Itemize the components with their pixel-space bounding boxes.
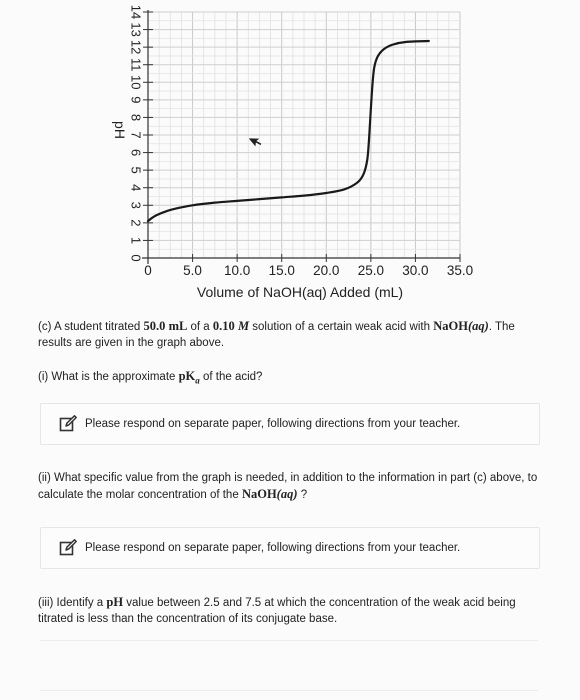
y-tick-label: 7 [128,131,144,139]
response-instruction: Please respond on separate paper, following directions from your teacher. [85,418,461,430]
q3-suffix: value between 2.5 and 7.5 at which the concentration of the weak acid being titrated is less than the concentration of its conjugate base. [38,597,516,625]
axes [142,10,460,264]
answer-divider [40,690,538,691]
x-tick-label: 20.0 [313,263,340,278]
pka-symbol: pK [178,369,196,383]
x-tick-labels [144,263,473,278]
response-box-i[interactable] [40,403,540,445]
y-tick-labels [129,5,144,262]
titration-chart [0,0,580,305]
part-c-mid1: of a [187,321,213,333]
ph-symbol: pH [106,595,124,609]
q2-prefix: (ii) What specific value from the graph is needed, in addition to the information in part (c) above, to calculate the molar concentration of the [38,472,538,501]
y-tick-label: 6 [128,148,144,157]
question-i [38,368,548,388]
part-c-prompt [38,318,548,351]
y-tick-label: 0 [128,254,144,262]
q2-suffix: ? [297,489,308,501]
volume-unit: mL [168,319,188,333]
y-tick-label: 11 [128,57,144,72]
x-tick-label: 35.0 [446,263,474,278]
part-c-prefix: (c) A student titrated [38,321,144,333]
y-tick-label: 3 [128,201,144,209]
grid [148,12,460,258]
y-tick-label: 12 [128,39,144,55]
y-tick-label: 8 [128,113,144,122]
concentration-unit: M [237,319,250,333]
x-tick-label: 30.0 [402,263,429,278]
x-tick-label: 25.0 [357,263,384,278]
question-iii [38,594,548,627]
pka-subscript: a [195,375,200,386]
x-tick-label: 10.0 [224,263,251,278]
y-tick-label: 1 [128,236,144,245]
naoh-phase: (aq) [467,319,489,333]
x-tick-label: 5.0 [183,263,202,278]
y-tick-label: 14 [128,4,144,20]
concentration-value: 0.10 [212,319,235,333]
question-ii [38,470,548,503]
part-c-end: . The results are given in the graph above. [38,321,515,349]
answer-divider [40,640,538,641]
q3-prefix: (iii) Identify a [38,597,107,609]
y-tick-label: 10 [128,75,144,90]
x-axis-label: Volume of NaOH(aq) Added (mL) [196,284,404,300]
q2-naoh-formula: NaOH [241,487,277,501]
q1-prefix: (i) What is the approximate [38,371,179,383]
edit-pencil-icon [59,539,77,557]
edit-pencil-icon [59,415,77,433]
q1-suffix: of the acid? [199,371,263,383]
x-tick-label: 0 [144,263,152,278]
response-box-ii[interactable] [40,527,540,569]
part-c-mid2: solution of a certain weak acid with [249,321,434,333]
y-tick-label: 13 [128,22,144,37]
y-tick-label: 5 [128,166,144,174]
y-tick-label: 4 [128,184,144,192]
series-layer [148,41,429,221]
titration-curve [148,41,429,221]
y-tick-label: 9 [128,96,144,104]
x-tick-label: 15.0 [268,263,295,278]
titration-chart-area [0,0,580,305]
q2-naoh-phase: (aq) [276,487,298,501]
y-tick-label: 2 [128,219,144,227]
naoh-formula: NaOH [433,319,468,333]
y-axis-label: pH [112,121,128,139]
volume-value: 50.0 [143,319,166,333]
response-instruction: Please respond on separate paper, following directions from your teacher. [85,542,461,554]
